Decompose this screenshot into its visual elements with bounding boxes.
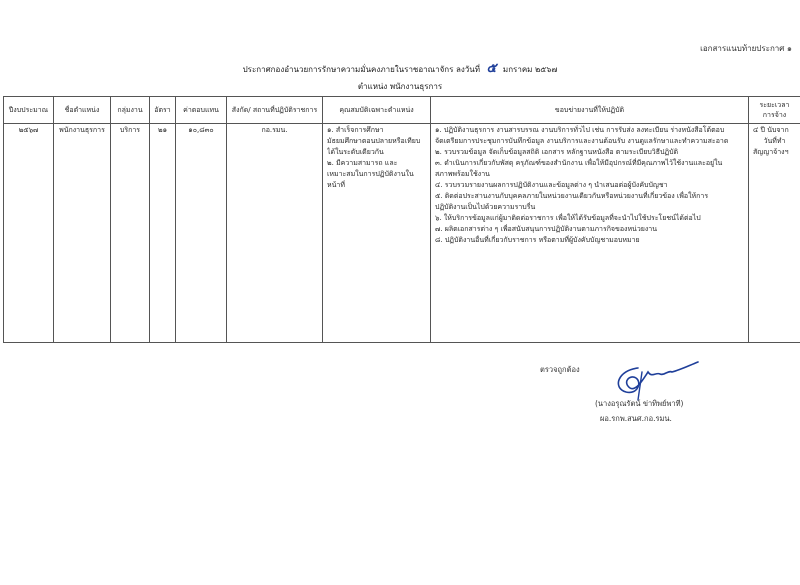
duty-line: จัดเตรียมการประชุมการบันทึกข้อมูล งานบริการและงานต้อนรับ งานดูแลรักษาและทำความสะอาด: [435, 137, 729, 145]
cell-rate: ๒๑: [150, 124, 176, 343]
duty-line: ๗. ผลิตเอกสารต่าง ๆ เพื่อสนับสนุนการปฏิบัติงานตามภารกิจของหน่วยงาน: [435, 225, 658, 233]
col-rate: อัตรา: [150, 97, 176, 124]
col-duties: ขอบข่ายงานที่ให้ปฏิบัติ: [431, 97, 749, 124]
col-unit: สังกัด/ สถานที่ปฏิบัติราชการ: [227, 97, 323, 124]
duty-line: ๔. รวบรวมรายงานผลการปฏิบัติงานและข้อมูลต่าง ๆ นำเสนอต่อผู้บังคับบัญชา: [435, 181, 668, 189]
handwritten-signature-icon: [608, 358, 703, 403]
handwritten-day: ๕: [486, 61, 497, 76]
position-table: [3, 96, 800, 343]
verified-label: ตรวจถูกต้อง: [540, 365, 580, 374]
qualification-line: ๒. มีความสามารถ และ: [327, 159, 398, 167]
qualification-line: มัธยมศึกษาตอนปลายหรือเทียบ: [327, 137, 421, 145]
col-compensation: ค่าตอบแทน: [176, 97, 227, 124]
qualification-line: ได้ในระดับเดียวกัน: [327, 148, 384, 156]
title-prefix: ประกาศกองอำนวยการรักษาความมั่นคงภายในราชอาณาจักร ลงวันที่: [242, 65, 480, 74]
duty-line: ๖. ให้บริการข้อมูลแก่ผู้มาติดต่อราชการ เพื่อให้ได้รับข้อมูลที่จะนำไปใช้ประโยชน์ได้ต่อไป: [435, 214, 701, 222]
cell-qualifications: [323, 124, 431, 343]
duty-line: ๒. รวบรวมข้อมูล จัดเก็บข้อมูลสถิติ เอกสาร หลักฐานหนังสือ ตามระเบียบวิธีปฏิบัติ: [435, 148, 679, 156]
qualification-line: ๑. สำเร็จการศึกษา: [327, 126, 384, 134]
col-position: ชื่อตำแหน่ง: [54, 97, 111, 124]
duration-line: วันที่ทำ: [763, 137, 786, 145]
cell-fiscal-year: ๒๕๖๗: [4, 124, 54, 343]
col-fiscal-year: ปีงบประมาณ: [4, 97, 54, 124]
announcement-title: [0, 57, 800, 78]
col-duration: ระยะเวลา การจ้าง: [749, 97, 800, 124]
title-suffix: มกราคม ๒๕๖๗: [502, 65, 558, 74]
cell-duties: [431, 124, 749, 343]
cell-compensation: ๑๐,๘๓๐: [176, 124, 227, 343]
duty-line: ปฏิบัติงานเป็นไปด้วยความราบรื่น: [435, 203, 536, 211]
signatory-name: (นางอรุณรัตน์ ข่าทิพย์พาที): [595, 399, 684, 408]
duration-line: ๔ ปี นับจาก: [753, 126, 789, 134]
position-subtitle: ตำแหน่ง พนักงานธุรการ: [357, 82, 443, 91]
signatory-position: ผอ.รกพ.สนศ.กอ.รมน.: [600, 414, 672, 423]
col-group: กลุ่มงาน: [111, 97, 150, 124]
table-header-row: [4, 97, 800, 124]
table-row: [4, 124, 800, 343]
duration-line: สัญญาจ้างฯ: [753, 148, 789, 156]
attachment-note: เอกสารแนบท้ายประกาศ ๑: [700, 44, 792, 53]
duty-line: ๓. ดำเนินการเกี่ยวกับพัสดุ ครุภัณฑ์ของสำนักงาน เพื่อให้มีอุปกรณ์ที่มีคุณภาพไว้ใช้งานและอยู่ใน: [435, 159, 723, 167]
duty-line: สภาพพร้อมใช้งาน: [435, 170, 490, 178]
cell-unit: กอ.รมน.: [227, 124, 323, 343]
cell-duration: [749, 124, 800, 343]
duty-line: ๘. ปฏิบัติงานอื่นที่เกี่ยวกับราชการ หรือตามที่ผู้บังคับบัญชามอบหมาย: [435, 236, 640, 244]
cell-position: พนักงานธุรการ: [54, 124, 111, 343]
qualification-line: หน้าที่: [327, 181, 345, 189]
duty-line: ๑. ปฏิบัติงานธุรการ งานสารบรรณ งานบริการทั่วไป เช่น การรับส่ง ลงทะเบียน ร่างหนังสือโต้ตอบ: [435, 126, 725, 134]
cell-group: บริการ: [111, 124, 150, 343]
duty-line: ๕. ติดต่อประสานงานกับบุคคลภายในหน่วยงานเดียวกันหรือหน่วยงานที่เกี่ยวข้อง เพื่อให้การ: [435, 192, 709, 200]
qualification-line: เหมาะสมในการปฏิบัติงานใน: [327, 170, 414, 178]
col-qualifications: คุณสมบัติเฉพาะตำแหน่ง: [323, 97, 431, 124]
